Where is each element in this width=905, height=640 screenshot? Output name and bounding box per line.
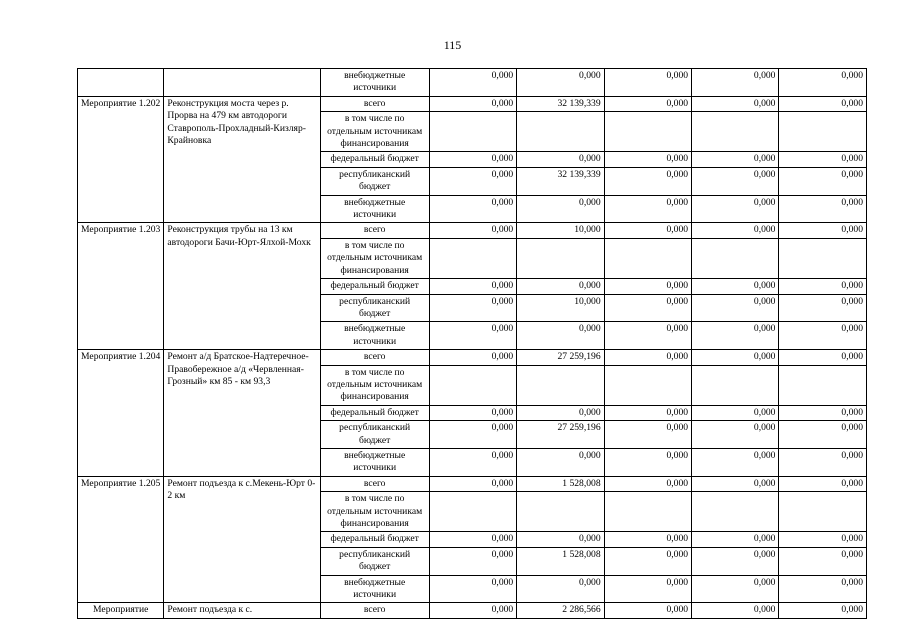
amount-cell: 0,000 (517, 532, 604, 547)
amount-cell (429, 492, 516, 532)
amount-cell: 0,000 (604, 448, 691, 476)
amount-cell: 0,000 (429, 350, 516, 365)
amount-cell (692, 112, 779, 152)
amount-cell: 0,000 (692, 69, 779, 97)
amount-cell: 0,000 (429, 322, 516, 350)
funding-source-cell: внебюджетные источники (320, 195, 429, 223)
amount-cell: 0,000 (429, 547, 516, 575)
amount-cell (429, 112, 516, 152)
funding-source-cell: всего (320, 223, 429, 238)
funding-source-cell: в том числе по отдельным источникам финансирования (320, 492, 429, 532)
amount-cell: 27 259,196 (517, 350, 604, 365)
funding-source-cell: всего (320, 476, 429, 491)
amount-cell: 0,000 (779, 575, 867, 603)
table-row (78, 69, 867, 97)
amount-cell: 0,000 (692, 195, 779, 223)
table-row (78, 476, 867, 491)
amount-cell: 0,000 (604, 294, 691, 322)
table-row (78, 603, 867, 618)
amount-cell: 0,000 (779, 69, 867, 97)
amount-cell: 0,000 (692, 421, 779, 449)
amount-cell: 0,000 (604, 322, 691, 350)
amount-cell: 1 528,008 (517, 476, 604, 491)
page-number: 115 (443, 38, 462, 52)
amount-cell: 0,000 (779, 476, 867, 491)
budget-table-body (78, 69, 867, 619)
amount-cell (429, 238, 516, 278)
amount-cell (779, 365, 867, 405)
amount-cell (429, 365, 516, 405)
amount-cell: 1 528,008 (517, 547, 604, 575)
amount-cell: 0,000 (429, 96, 516, 111)
funding-source-cell: внебюджетные источники (320, 322, 429, 350)
amount-cell: 0,000 (779, 350, 867, 365)
amount-cell: 0,000 (604, 603, 691, 618)
event-id-cell: Мероприятие 1.203 (78, 223, 164, 350)
table-row (78, 96, 867, 111)
amount-cell: 0,000 (779, 152, 867, 167)
funding-source-cell: внебюджетные источники (320, 69, 429, 97)
amount-cell: 0,000 (429, 603, 516, 618)
amount-cell: 0,000 (692, 547, 779, 575)
funding-source-cell: республиканский бюджет (320, 421, 429, 449)
amount-cell: 0,000 (517, 279, 604, 294)
amount-cell: 0,000 (517, 195, 604, 223)
amount-cell: 0,000 (779, 279, 867, 294)
amount-cell (779, 112, 867, 152)
funding-source-cell: всего (320, 350, 429, 365)
event-name-cell: Реконструкция трубы на 13 км автодороги Бачи-Юрт-Ялхой-Мохк (164, 223, 320, 350)
budget-table (77, 68, 867, 619)
funding-source-cell: федеральный бюджет (320, 532, 429, 547)
amount-cell (692, 238, 779, 278)
amount-cell: 0,000 (517, 322, 604, 350)
event-id-cell: Мероприятие 1.204 (78, 350, 164, 477)
amount-cell (604, 238, 691, 278)
event-name-cell: Ремонт подъезда к с. (164, 603, 320, 618)
amount-cell: 0,000 (517, 152, 604, 167)
amount-cell (517, 238, 604, 278)
amount-cell: 0,000 (692, 96, 779, 111)
amount-cell: 2 286,566 (517, 603, 604, 618)
amount-cell: 0,000 (692, 152, 779, 167)
amount-cell: 0,000 (779, 547, 867, 575)
table-row (78, 350, 867, 365)
amount-cell: 0,000 (604, 195, 691, 223)
funding-source-cell: в том числе по отдельным источникам финансирования (320, 238, 429, 278)
funding-source-cell: внебюджетные источники (320, 575, 429, 603)
amount-cell: 0,000 (604, 547, 691, 575)
amount-cell: 0,000 (429, 476, 516, 491)
amount-cell: 0,000 (692, 575, 779, 603)
amount-cell: 0,000 (604, 532, 691, 547)
event-id-cell: Мероприятие 1.202 (78, 96, 164, 223)
amount-cell: 0,000 (779, 223, 867, 238)
amount-cell: 0,000 (779, 603, 867, 618)
amount-cell: 0,000 (779, 532, 867, 547)
amount-cell: 0,000 (429, 294, 516, 322)
amount-cell (692, 365, 779, 405)
amount-cell: 0,000 (692, 603, 779, 618)
amount-cell: 0,000 (692, 350, 779, 365)
funding-source-cell: всего (320, 96, 429, 111)
amount-cell: 0,000 (517, 405, 604, 420)
amount-cell (779, 492, 867, 532)
amount-cell: 0,000 (692, 405, 779, 420)
funding-source-cell: внебюджетные источники (320, 448, 429, 476)
amount-cell: 0,000 (779, 195, 867, 223)
amount-cell: 0,000 (517, 575, 604, 603)
amount-cell: 0,000 (692, 223, 779, 238)
amount-cell: 0,000 (692, 167, 779, 195)
funding-source-cell: в том числе по отдельным источникам финансирования (320, 365, 429, 405)
amount-cell: 0,000 (604, 69, 691, 97)
amount-cell: 32 139,339 (517, 96, 604, 111)
amount-cell: 32 139,339 (517, 167, 604, 195)
amount-cell: 0,000 (604, 476, 691, 491)
amount-cell: 10,000 (517, 223, 604, 238)
event-name-cell: Ремонт а/д Братское-Надтеречное-Правобережное а/д «Червленная-Грозный» км 85 - км 93,3 (164, 350, 320, 477)
amount-cell: 0,000 (429, 167, 516, 195)
event-name-cell: Реконструкция моста через р. Прорва на 479 км автодороги Ставрополь-Прохладный-Кизляр-Крайновка (164, 96, 320, 223)
amount-cell (517, 112, 604, 152)
amount-cell: 0,000 (604, 279, 691, 294)
amount-cell: 0,000 (779, 294, 867, 322)
amount-cell: 0,000 (604, 152, 691, 167)
funding-source-cell: федеральный бюджет (320, 405, 429, 420)
amount-cell: 0,000 (604, 96, 691, 111)
amount-cell: 0,000 (779, 167, 867, 195)
amount-cell: 27 259,196 (517, 421, 604, 449)
amount-cell: 0,000 (429, 69, 516, 97)
amount-cell: 0,000 (429, 448, 516, 476)
funding-source-cell: федеральный бюджет (320, 152, 429, 167)
amount-cell: 0,000 (779, 96, 867, 111)
amount-cell (604, 365, 691, 405)
amount-cell (604, 492, 691, 532)
amount-cell: 0,000 (604, 405, 691, 420)
amount-cell: 0,000 (779, 405, 867, 420)
table-row (78, 223, 867, 238)
event-id-cell (78, 69, 164, 97)
amount-cell: 0,000 (604, 223, 691, 238)
amount-cell: 0,000 (779, 421, 867, 449)
amount-cell: 0,000 (604, 350, 691, 365)
event-id-cell: Мероприятие 1.205 (78, 476, 164, 603)
amount-cell: 0,000 (429, 279, 516, 294)
amount-cell (604, 112, 691, 152)
amount-cell: 0,000 (429, 421, 516, 449)
event-name-cell (164, 69, 320, 97)
event-name-cell: Ремонт подъезда к с.Мекень-Юрт 0-2 км (164, 476, 320, 603)
funding-source-cell: республиканский бюджет (320, 167, 429, 195)
funding-source-cell: республиканский бюджет (320, 547, 429, 575)
event-id-cell: Мероприятие (78, 603, 164, 618)
amount-cell: 0,000 (779, 322, 867, 350)
amount-cell: 0,000 (429, 405, 516, 420)
funding-source-cell: республиканский бюджет (320, 294, 429, 322)
amount-cell: 0,000 (604, 575, 691, 603)
amount-cell (517, 492, 604, 532)
amount-cell (779, 238, 867, 278)
amount-cell: 0,000 (517, 448, 604, 476)
amount-cell: 0,000 (429, 532, 516, 547)
amount-cell: 0,000 (692, 322, 779, 350)
amount-cell (517, 365, 604, 405)
amount-cell: 0,000 (692, 294, 779, 322)
amount-cell: 0,000 (429, 152, 516, 167)
amount-cell: 0,000 (692, 532, 779, 547)
amount-cell: 0,000 (779, 448, 867, 476)
amount-cell: 0,000 (692, 279, 779, 294)
amount-cell: 10,000 (517, 294, 604, 322)
amount-cell: 0,000 (604, 167, 691, 195)
amount-cell: 0,000 (604, 421, 691, 449)
amount-cell: 0,000 (429, 195, 516, 223)
funding-source-cell: федеральный бюджет (320, 279, 429, 294)
amount-cell (692, 492, 779, 532)
amount-cell: 0,000 (692, 448, 779, 476)
amount-cell: 0,000 (517, 69, 604, 97)
amount-cell: 0,000 (429, 575, 516, 603)
amount-cell: 0,000 (692, 476, 779, 491)
amount-cell: 0,000 (429, 223, 516, 238)
funding-source-cell: в том числе по отдельным источникам финансирования (320, 112, 429, 152)
funding-source-cell: всего (320, 603, 429, 618)
